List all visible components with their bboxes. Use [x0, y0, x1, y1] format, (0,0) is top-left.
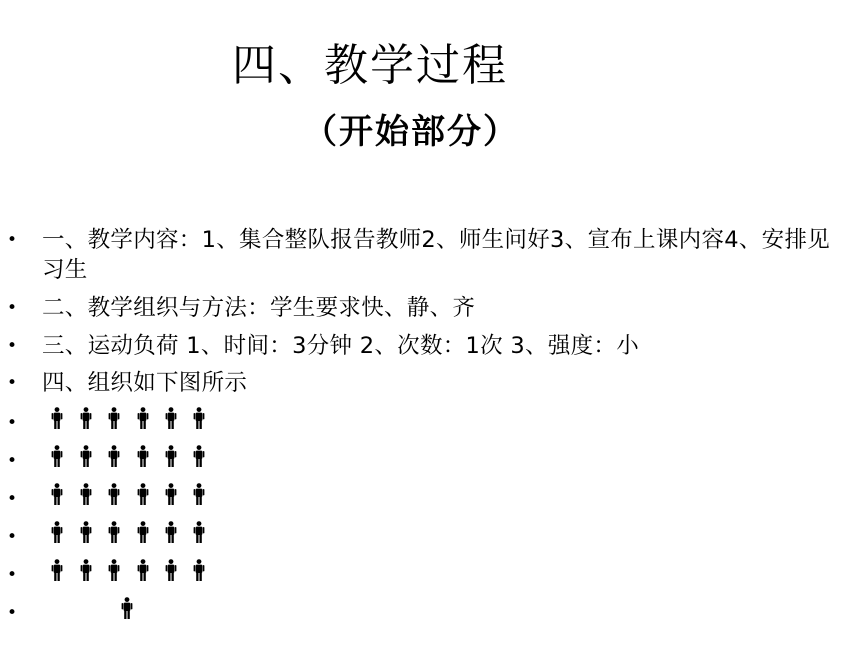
bullet-dot: •	[7, 298, 18, 318]
student-person-icon	[51, 445, 63, 467]
student-person-icon	[137, 445, 149, 467]
formation-row-students	[0, 556, 860, 590]
bullet-text: 四、组织如下图所示	[42, 370, 248, 396]
student-person-icon	[108, 483, 120, 505]
student-person-icon	[80, 559, 92, 581]
bullet-item-exercise-load	[0, 327, 860, 361]
student-person-icon	[165, 483, 177, 505]
bullet-dot: •	[7, 413, 18, 433]
student-person-icon	[108, 445, 120, 467]
student-person-icon	[193, 521, 205, 543]
student-person-icon	[137, 559, 149, 581]
formation-row-students	[0, 404, 860, 438]
student-person-icon	[165, 521, 177, 543]
bullet-dot: •	[7, 489, 18, 509]
bullet-dot: •	[7, 527, 18, 547]
student-person-icon	[165, 559, 177, 581]
formation-row-students	[0, 480, 860, 514]
student-person-icon	[108, 407, 120, 429]
bullet-text: 一、教学内容：1、集合整队报告教师2、师生问好3、宣布上课内容4、安排见习生	[42, 227, 831, 283]
slide-subtitle: （开始部分）	[303, 112, 519, 152]
bullet-dot: •	[7, 230, 18, 250]
student-person-icon	[51, 483, 63, 505]
bullet-text: 三、运动负荷 1、时间：3分钟 2、次数：1次 3、强度：小	[42, 333, 640, 359]
bullet-dot: •	[7, 336, 18, 356]
bullet-dot: •	[7, 565, 18, 585]
student-person-icon	[51, 407, 63, 429]
student-person-icon	[137, 407, 149, 429]
student-person-icon	[51, 521, 63, 543]
student-person-icon	[193, 483, 205, 505]
bullet-item-formation-caption	[0, 364, 860, 398]
student-person-icon	[193, 559, 205, 581]
bullet-item-organization-method	[0, 289, 860, 323]
bullet-dot: •	[7, 451, 18, 471]
teacher-person-icon	[121, 597, 133, 619]
student-person-icon	[80, 483, 92, 505]
bullet-item-teaching-content	[0, 221, 860, 285]
student-person-icon	[108, 521, 120, 543]
student-person-icon	[193, 407, 205, 429]
student-person-icon	[137, 483, 149, 505]
student-person-icon	[137, 521, 149, 543]
student-person-icon	[165, 407, 177, 429]
formation-row-students	[0, 518, 860, 552]
formation-row-students	[0, 442, 860, 476]
bullet-dot: •	[7, 603, 18, 623]
formation-row-teacher	[0, 594, 860, 628]
student-person-icon	[80, 407, 92, 429]
student-person-icon	[193, 445, 205, 467]
student-person-icon	[80, 521, 92, 543]
student-person-icon	[165, 445, 177, 467]
slide-title: 四、教学过程	[232, 40, 508, 91]
bullet-text: 二、教学组织与方法：学生要求快、静、齐	[42, 295, 476, 321]
student-person-icon	[80, 445, 92, 467]
student-person-icon	[108, 559, 120, 581]
student-person-icon	[51, 559, 63, 581]
bullet-dot: •	[7, 373, 18, 393]
